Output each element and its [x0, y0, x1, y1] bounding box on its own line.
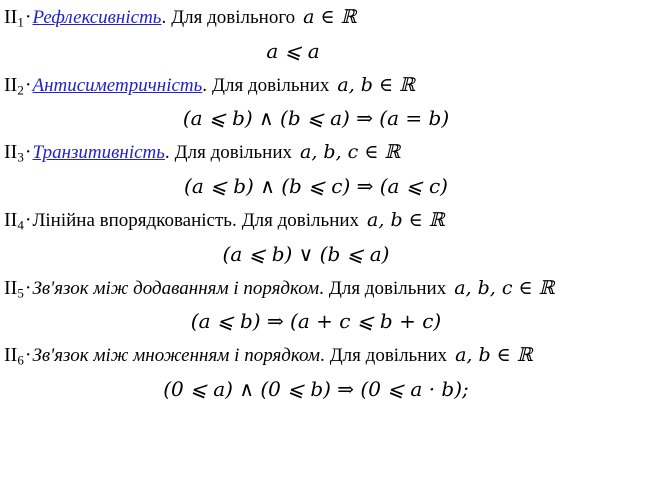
axiom-inline-math-4: a, b ∈ ℝ [367, 208, 445, 231]
axiom-name-1[interactable]: Рефлексивність [32, 7, 162, 28]
axiom-name-period-6: . [319, 345, 325, 367]
axiom-heading-3 [0, 141, 672, 166]
axiom-label-4: $II_4$ [4, 208, 24, 233]
axiom-heading-6 [0, 344, 672, 369]
axiom-intro-2: Для довільних [212, 74, 330, 96]
axiom-formula-2: (a ⩽ b) ∧ (b ⩽ a) ⇒ (a = b) [182, 106, 450, 131]
axiom-block-2 [0, 74, 672, 131]
axiom-intro-3: Для довільних [174, 142, 292, 164]
document-page [0, 6, 672, 480]
axiom-inline-math-3: a, b, c ∈ ℝ [300, 141, 401, 164]
axiom-separator-4: · [24, 208, 32, 231]
axiom-name-5: Зв'язок між додаванням і порядком [32, 277, 320, 299]
axiom-separator-6: · [24, 344, 32, 367]
axiom-block-6 [0, 344, 672, 401]
axiom-inline-math-2: a, b ∈ ℝ [337, 73, 415, 96]
axiom-separator-2: · [24, 73, 32, 96]
axiom-label-2: $II_2$ [4, 73, 24, 98]
axiom-name-3[interactable]: Транзитивність [32, 142, 165, 164]
axiom-label-5: $II_5$ [4, 276, 24, 301]
axiom-name-period-3: . [164, 142, 170, 164]
axiom-inline-math-6: a, b ∈ ℝ [455, 344, 533, 367]
axiom-inline-math-5: a, b, c ∈ ℝ [454, 276, 555, 299]
axiom-heading-4 [0, 209, 672, 234]
axiom-name-period-5: . [319, 277, 324, 299]
axiom-name-period-2: . [202, 74, 208, 96]
axiom-block-1 [0, 6, 672, 63]
axiom-block-4 [0, 209, 672, 266]
axiom-block-5 [0, 277, 672, 334]
axiom-formula-5: (a ⩽ b) ⇒ (a + c ⩽ b + c) [190, 309, 442, 334]
axiom-intro-1: Для довільного [171, 7, 296, 28]
axiom-label-3: $II_3$ [4, 141, 24, 165]
axiom-label-1: $II_1$ [4, 6, 24, 30]
axiom-intro-5: Для довільних [328, 277, 447, 299]
axiom-separator-5: · [24, 276, 32, 299]
axiom-label-6: $II_6$ [4, 344, 24, 368]
axiom-formula-3: (a ⩽ b) ∧ (b ⩽ c) ⇒ (a ⩽ c) [184, 173, 448, 198]
axiom-heading-2 [0, 74, 672, 99]
axiom-formula-1: a ⩽ a [266, 38, 320, 63]
axiom-heading-1 [0, 6, 672, 31]
axiom-intro-4: Для довільних [241, 209, 360, 231]
axiom-separator-1: · [24, 6, 32, 28]
axiom-intro-6: Для довільних [329, 345, 448, 367]
axiom-formula-6: (0 ⩽ a) ∧ (0 ⩽ b) ⇒ (0 ⩽ a · b); [163, 376, 469, 401]
axiom-block-3 [0, 141, 672, 198]
axiom-name-6: Зв'язок між множенням і порядком [32, 345, 320, 367]
axiom-formula-4: (a ⩽ b) ∨ (b ⩽ a) [222, 241, 390, 266]
axiom-name-4: Лінійна впорядкованість. [32, 209, 237, 231]
axiom-heading-5 [0, 277, 672, 302]
axiom-name-period-1: . [161, 7, 167, 28]
axiom-inline-math-1: a ∈ ℝ [303, 6, 357, 28]
axiom-name-2[interactable]: Антисиметричність [32, 74, 203, 96]
axiom-separator-3: · [24, 141, 32, 164]
